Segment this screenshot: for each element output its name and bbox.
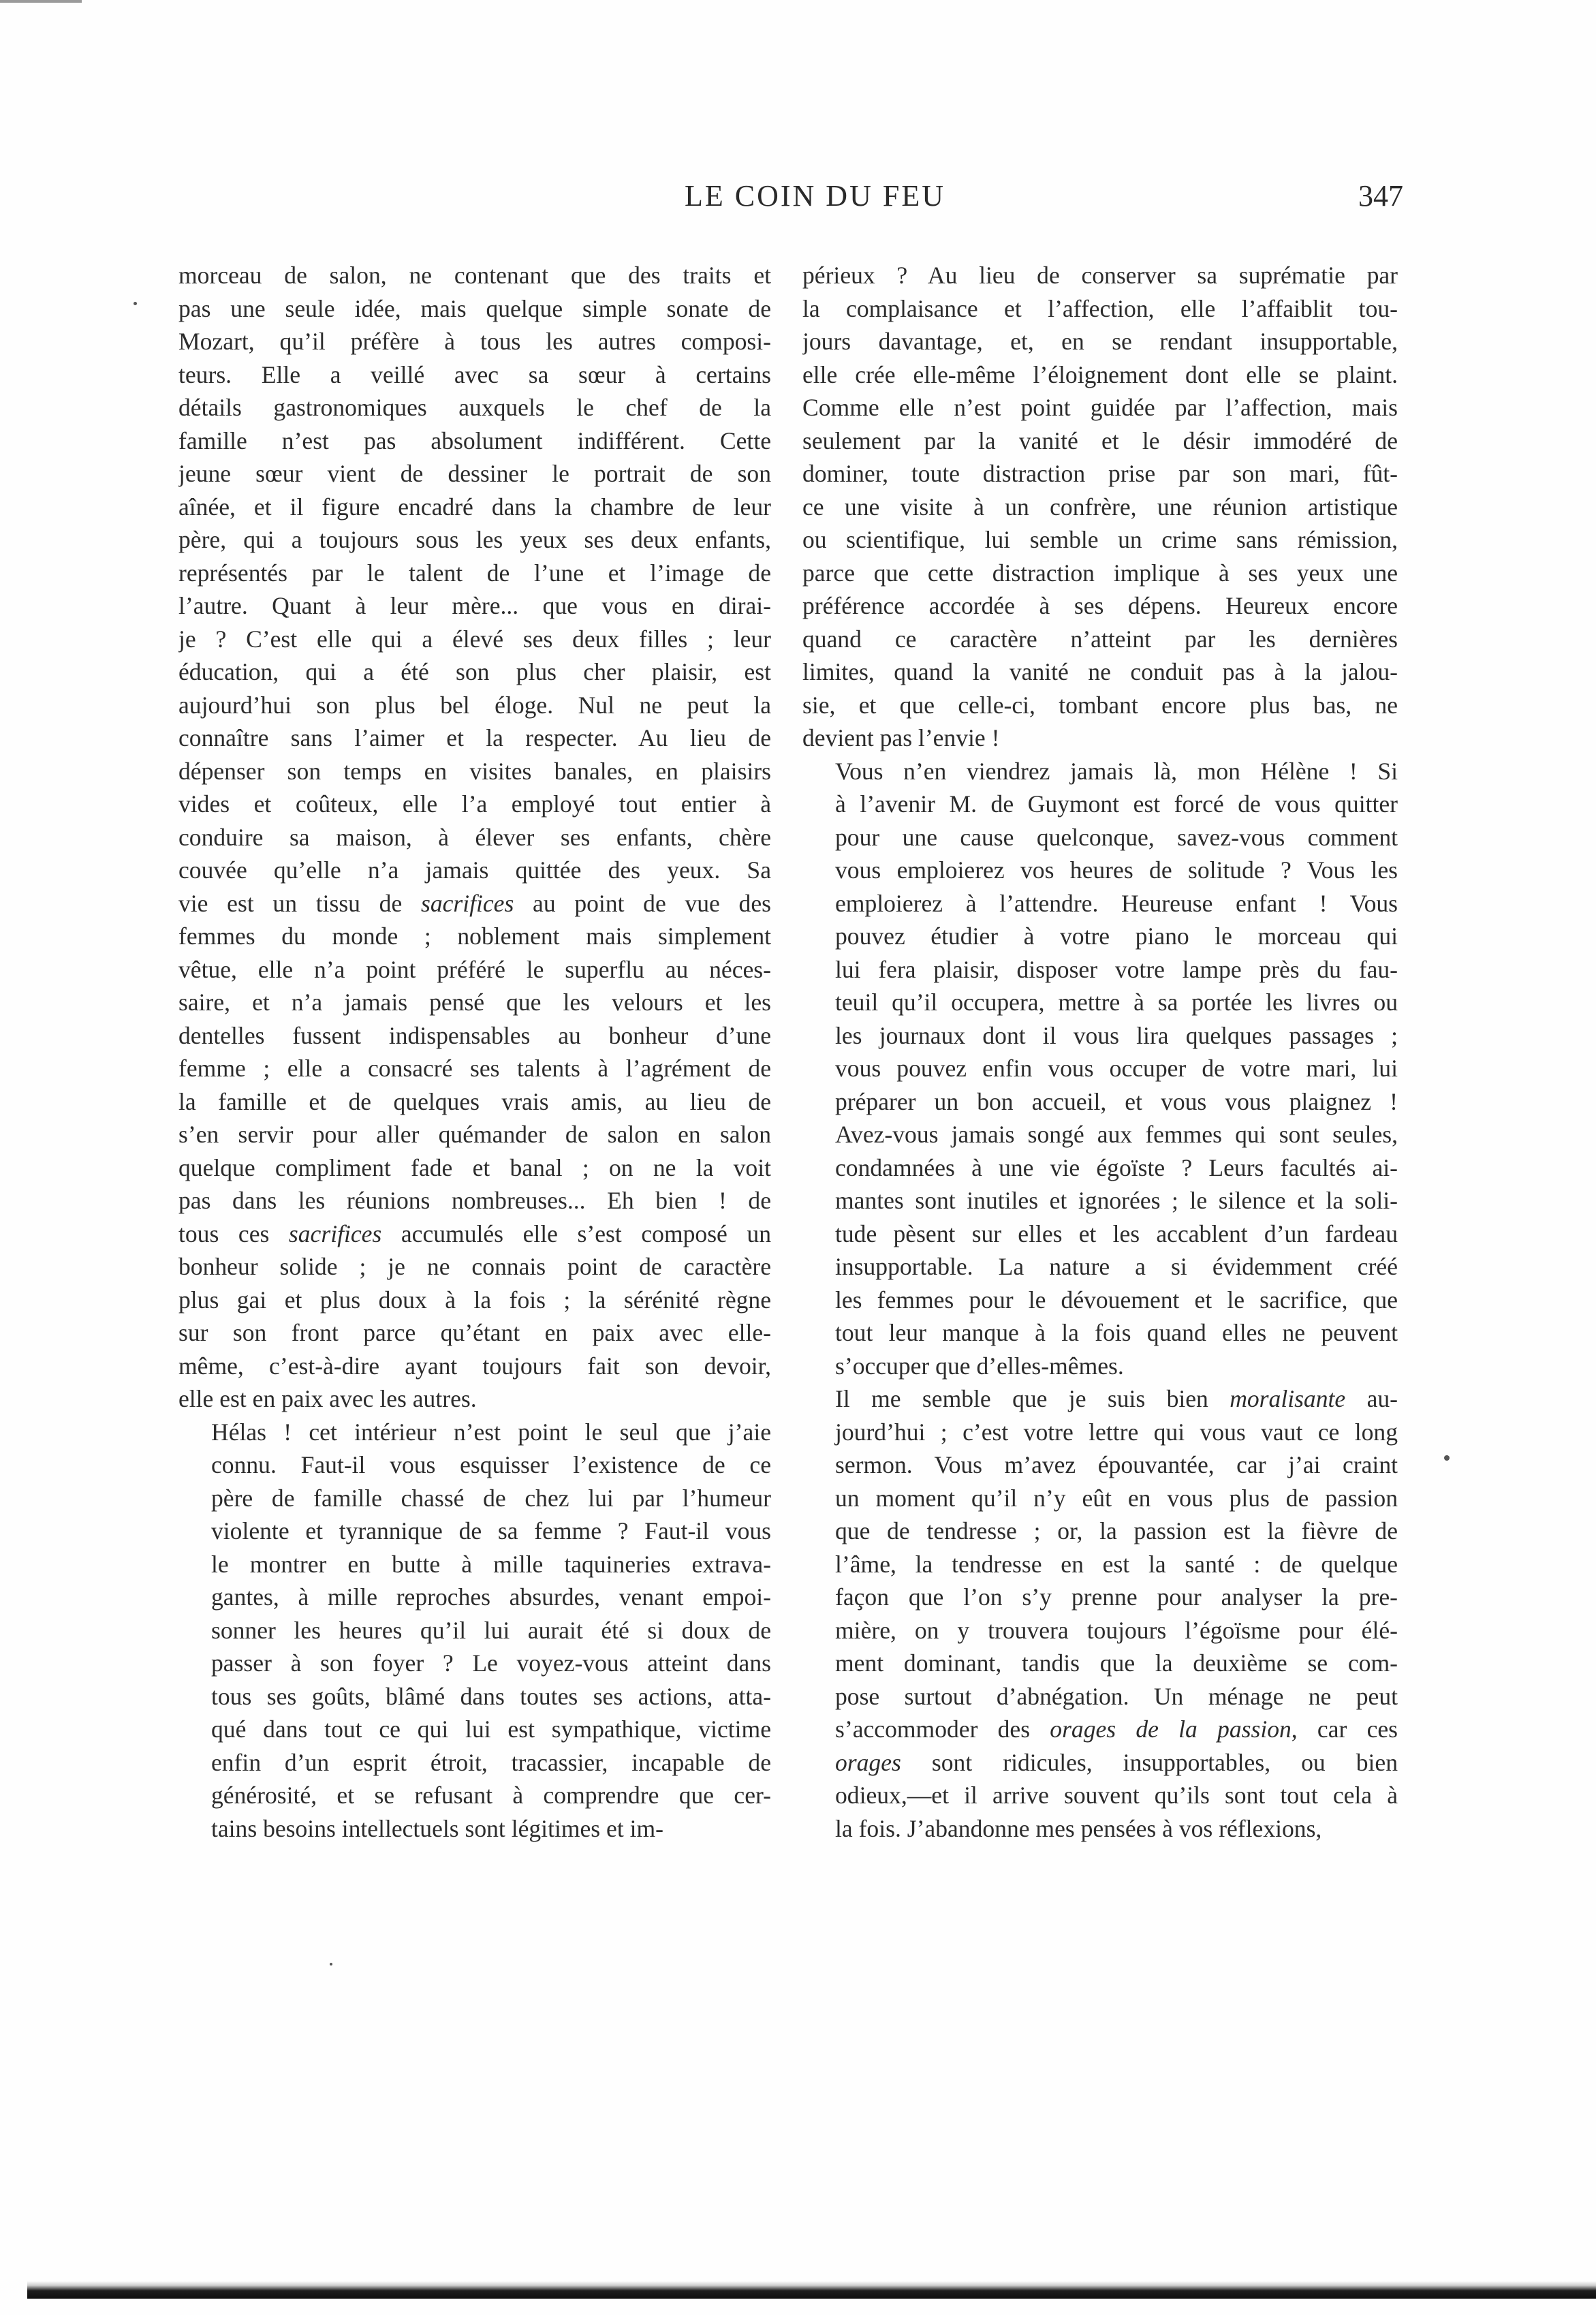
left-column [178,259,771,1845]
text-line: Vous n’en viendrez jamais là, mon Hélène ! Si [835,757,1398,785]
text-line: mantes sont inutiles et ignorées ; le silence et la soli- [835,1187,1398,1214]
text-line: la fois. J’abandonne mes pensées à vos réflexions, [835,1814,1322,1842]
text-line: préférence accordée à ses dépens. Heureux encore [802,592,1398,619]
text-line: à l’avenir M. de Guymont est forcé de vous quitter [835,790,1398,818]
text-line: tous ces sacrifices accumulés elle s’est composé un [178,1219,771,1247]
text-line: aujourd’hui son plus bel éloge. Nul ne peut la [178,691,771,719]
text-line: s’en servir pour aller quémander de salon en salon [178,1121,771,1148]
text-line: devient pas l’envie ! [802,724,1000,751]
text-line: pour une cause quelconque, savez-vous comment [835,823,1398,851]
text-line: pas dans les réunions nombreuses... Eh bien ! de [178,1187,771,1214]
text-line: sie, et que celle-ci, tombant encore plus bas, ne [802,691,1398,719]
text-line: elle crée elle-même l’éloignement dont elle se plaint. [802,360,1398,388]
text-line: père de famille chassé de chez lui par l’humeur [211,1484,771,1512]
text-line: enfin d’un esprit étroit, tracassier, incapable de [211,1748,771,1776]
scan-bottom-edge [27,2281,1596,2299]
text-line: couvée qu’elle n’a jamais quittée des yeux. Sa [178,856,771,884]
text-line: même, c’est-à-dire ayant toujours fait son devoir, [178,1352,771,1380]
scan-speck [134,302,137,305]
text-line: parce que cette distraction implique à ses yeux une [802,559,1398,587]
text-line: teuil qu’il occupera, mettre à sa portée les livres ou [835,989,1398,1016]
text-line: jourd’hui ; c’est votre lettre qui vous vaut ce long [835,1418,1398,1446]
text-line: générosité, et se refusant à comprendre que cer- [211,1782,771,1809]
text-line: les journaux dont il vous lira quelques passages ; [835,1021,1398,1049]
text-line: vous pouvez enfin vous occuper de votre mari, lui [835,1055,1398,1082]
text-line: préparer un bon accueil, et vous vous plaignez ! [835,1087,1398,1115]
text-line: jours davantage, et, en se rendant insupportable, [802,328,1398,355]
text-line: saire, et n’a jamais pensé que les velours et les [178,989,771,1016]
scan-speck [330,1963,332,1966]
text-line: bonheur solide ; je ne connais point de caractère [178,1253,771,1280]
text-line: odieux,—et il arrive souvent qu’ils sont tout cela à [835,1782,1398,1809]
text-line: la complaisance et l’affection, elle l’affaiblit tou- [802,294,1398,322]
text-line: insupportable. La nature a si évidemment créé [835,1253,1398,1280]
text-line: périeux ? Au lieu de conserver sa suprématie par [802,262,1398,289]
text-line: gantes, à mille reproches absurdes, venant empoi- [211,1583,771,1611]
text-line: éducation, qui a été son plus cher plaisir, est [178,658,771,685]
text-line: orages sont ridicules, insupportables, ou bien [835,1748,1398,1776]
text-line: sermon. Vous m’avez épouvantée, car j’ai craint [835,1451,1398,1478]
text-line: tains besoins intellectuels sont légitimes et im- [211,1814,664,1842]
text-line: ce une visite à un confrère, une réunion artistique [802,493,1398,521]
text-line: représentés par le talent de l’une et l’image de [178,559,771,587]
text-line: teurs. Elle a veillé avec sa sœur à certains [178,360,771,388]
text-line: connaître sans l’aimer et la respecter. Au lieu de [178,724,771,751]
text-line: dépenser son temps en visites banales, en plaisirs [178,757,771,785]
text-line: aînée, et il figure encadré dans la chambre de leur [178,493,771,521]
text-line: dominer, toute distraction prise par son mari, fût- [802,460,1398,487]
text-line: ou scientifique, lui semble un crime sans rémission, [802,526,1398,553]
text-line: façon que l’on s’y prenne pour analyser la pre- [835,1583,1398,1611]
text-line: plus gai et plus doux à la fois ; la sérénité règne [178,1286,771,1314]
text-line: jeune sœur vient de dessiner le portrait de son [178,460,771,487]
left-column-paragraph [178,1416,771,1846]
text-line: pose surtout d’abnégation. Un ménage ne peut [835,1682,1398,1710]
text-line: les femmes pour le dévouement et le sacrifice, que [835,1286,1398,1314]
text-line: l’âme, la tendresse en est la santé : de quelque [835,1550,1398,1578]
text-line: quelque compliment fade et banal ; on ne la voit [178,1153,771,1181]
text-line: détails gastronomiques auxquels le chef de la [178,394,771,421]
text-line: un moment qu’il n’y eût en vous plus de passion [835,1484,1398,1512]
text-line: s’occuper que d’elles-mêmes. [835,1352,1124,1380]
text-line: je ? C’est elle qui a élevé ses deux filles ; leur [178,625,771,653]
right-column-paragraph [802,259,1398,755]
running-title: LE COIN DU FEU [685,179,945,213]
text-line: condamnées à une vie égoïste ? Leurs facultés ai- [835,1153,1398,1181]
text-line: emploierez à l’attendre. Heureuse enfant ! Vous [835,889,1398,917]
text-line: famille n’est pas absolument indifférent. Cette [178,426,771,454]
text-line: violente et tyrannique de sa femme ? Faut-il vous [211,1517,771,1544]
text-line: vides et coûteux, elle l’a employé tout entier à [178,790,771,818]
text-line: lui fera plaisir, disposer votre lampe près du fau- [835,955,1398,983]
text-line: Il me semble que je suis bien moralisante au- [835,1385,1398,1412]
text-line: dentelles fussent indispensables au bonheur d’une [178,1021,771,1049]
text-line: mière, on y trouvera toujours l’égoïsme pour élé- [835,1616,1398,1644]
scan-speck [1444,1455,1450,1461]
text-line: limites, quand la vanité ne conduit pas à la jalou- [802,658,1398,685]
text-line: Hélas ! cet intérieur n’est point le seul que j’aie [211,1418,771,1446]
text-line: femme ; elle a consacré ses talents à l’agrément de [178,1055,771,1082]
text-line: quand ce caractère n’atteint par les dernières [802,625,1398,653]
text-line: elle est en paix avec les autres. [178,1385,477,1412]
page-number: 347 [1358,179,1403,213]
left-column-paragraph [178,259,771,1416]
text-line: connu. Faut-il vous esquisser l’existence de ce [211,1451,771,1478]
text-line: tous ses goûts, blâmé dans toutes ses actions, atta- [211,1682,771,1710]
right-column [802,259,1398,1845]
text-line: tude pèsent sur elles et les accablent d’un fardeau [835,1219,1398,1247]
text-line: sonner les heures qu’il lui aurait été si doux de [211,1616,771,1644]
text-line: vous emploierez vos heures de solitude ? Vous les [835,856,1398,884]
text-line: s’accommoder des orages de la passion, car ces [835,1715,1398,1743]
text-line: sur son front parce qu’étant en paix avec elle- [178,1319,771,1346]
scan-top-mark [0,0,82,3]
text-line: vie est un tissu de sacrifices au point de vue des [178,889,771,917]
right-column-paragraph [802,755,1398,1383]
text-line: femmes du monde ; noblement mais simplement [178,922,771,950]
right-column-paragraph [802,1382,1398,1845]
text-line: pas une seule idée, mais quelque simple sonate de [178,294,771,322]
text-line: la famille et de quelques vrais amis, au lieu de [178,1087,771,1115]
text-line: morceau de salon, ne contenant que des traits et [178,262,771,289]
text-line: Avez-vous jamais songé aux femmes qui sont seules, [835,1121,1398,1148]
text-line: seulement par la vanité et le désir immodéré de [802,426,1398,454]
text-line: l’autre. Quant à leur mère... que vous en dirai- [178,592,771,619]
text-line: père, qui a toujours sous les yeux ses deux enfants, [178,526,771,553]
running-header [177,178,1403,226]
text-line: que de tendresse ; or, la passion est la fièvre de [835,1517,1398,1544]
text-line: passer à son foyer ? Le voyez-vous atteint dans [211,1649,771,1677]
text-line: Mozart, qu’il préfère à tous les autres composi- [178,328,771,355]
text-line: conduire sa maison, à élever ses enfants, chère [178,823,771,851]
text-line: Comme elle n’est point guidée par l’affection, mais [802,394,1398,421]
text-line: vêtue, elle n’a point préféré le superflu au néces- [178,955,771,983]
text-line: le montrer en butte à mille taquineries extrava- [211,1550,771,1578]
text-line: tout leur manque à la fois quand elles ne peuvent [835,1319,1398,1346]
text-line: ment dominant, tandis que la deuxième se com- [835,1649,1398,1677]
text-line: pouvez étudier à votre piano le morceau qui [835,922,1398,950]
text-line: qué dans tout ce qui lui est sympathique, victime [211,1715,771,1743]
